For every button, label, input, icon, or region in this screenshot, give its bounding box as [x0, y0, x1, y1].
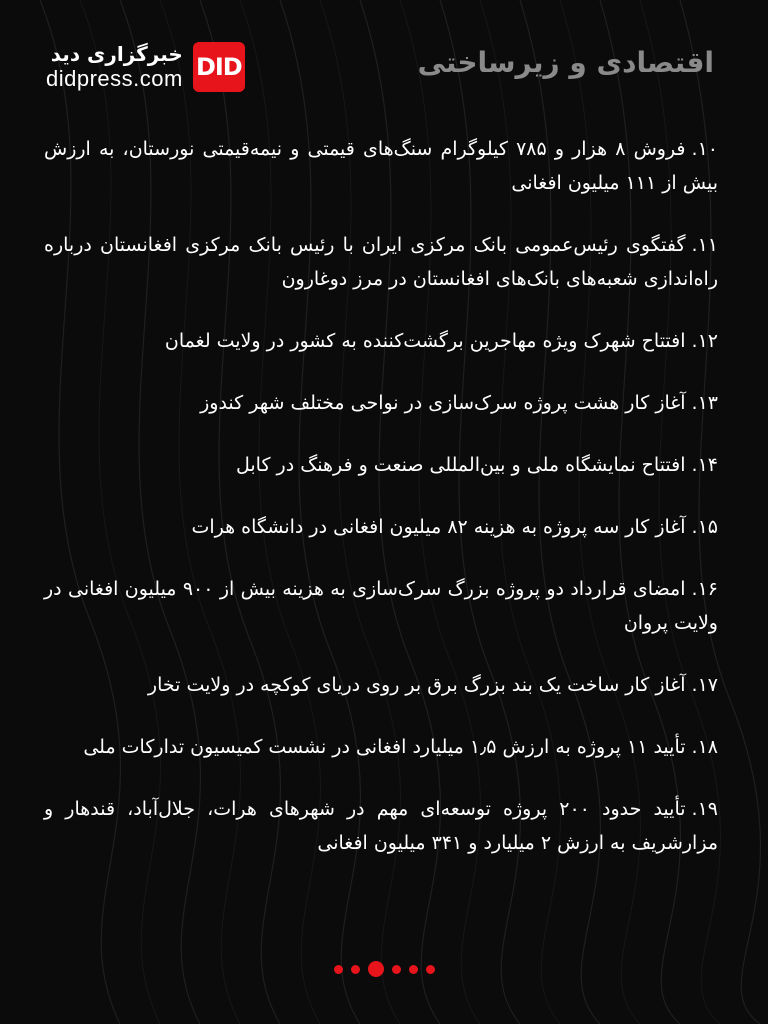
list-item — [44, 792, 718, 860]
item-number: ۱۲. — [691, 330, 718, 352]
pagination-dot-active[interactable] — [368, 961, 384, 977]
brand-site: didpress.com — [46, 66, 183, 91]
item-text: افتتاح شهرک ویژه مهاجرین برگشت‌کننده به کشور در ولایت لغمان — [164, 330, 686, 352]
list-item — [44, 730, 718, 764]
news-list — [44, 132, 718, 888]
brand[interactable] — [46, 42, 245, 92]
list-item — [44, 228, 718, 296]
list-item — [44, 448, 718, 482]
item-text: افتتاح نمایشگاه ملی و بین‌المللی صنعت و فرهنگ در کابل — [235, 454, 686, 476]
list-item — [44, 510, 718, 544]
item-number: ۱۵. — [691, 516, 718, 538]
pagination-dot[interactable] — [392, 965, 401, 974]
item-number: ۱۹. — [691, 798, 718, 820]
item-text: امضای قرارداد دو پروژه بزرگ سرک‌سازی به هزینه بیش از ۹۰۰ میلیون افغانی در ولایت پروان — [44, 578, 718, 634]
item-number: ۱۸. — [691, 736, 718, 758]
item-number: ۱۷. — [691, 674, 718, 696]
item-text: تأیید حدود ۲۰۰ پروژه توسعه‌ای مهم در شهرهای هرات، جلال‌آباد، قندهار و مزارشریف به ارزش ۲ میلیارد و ۳۴۱ میلیون افغانی — [44, 798, 718, 854]
item-number: ۱۱. — [691, 234, 718, 256]
item-number: ۱۶. — [691, 578, 718, 600]
item-text: آغاز کار هشت پروژه سرک‌سازی در نواحی مختلف شهر کندوز — [200, 392, 686, 414]
item-number: ۱۰. — [691, 138, 718, 160]
pagination-dot[interactable] — [426, 965, 435, 974]
item-number: ۱۴. — [691, 454, 718, 476]
pagination-dots — [0, 961, 768, 977]
list-item — [44, 324, 718, 358]
item-text: آغاز کار ساخت یک بند بزرگ برق بر روی دریای کوکچه در ولایت تخار — [147, 674, 686, 696]
list-item — [44, 668, 718, 702]
item-text: گفتگوی رئیس‌عمومی بانک مرکزی ایران با رئیس بانک مرکزی افغانستان درباره راه‌اندازی شعبه‌های بانک‌های افغانستان در مرز دوغارون — [44, 234, 718, 290]
pagination-dot[interactable] — [409, 965, 418, 974]
item-text: فروش ۸ هزار و ۷۸۵ کیلوگرام سنگ‌های قیمتی و نیمه‌قیمتی نورستان، به ارزش بیش از ۱۱۱ میلیون افغانی — [44, 138, 718, 194]
pagination-dot[interactable] — [334, 965, 343, 974]
item-text: آغاز کار سه پروژه به هزینه ۸۲ میلیون افغانی در دانشگاه هرات — [191, 516, 686, 538]
list-item — [44, 572, 718, 640]
item-text: تأیید ۱۱ پروژه به ارزش ۱٫۵ میلیارد افغانی در نشست کمیسیون تدارکات ملی — [83, 736, 686, 758]
brand-name: خبرگزاری دید — [50, 42, 183, 66]
brand-text — [46, 42, 183, 92]
list-item — [44, 132, 718, 200]
section-title: اقتصادی و زیرساختی — [417, 46, 714, 79]
logo: DID — [193, 42, 245, 92]
list-item — [44, 386, 718, 420]
pagination-dot[interactable] — [351, 965, 360, 974]
item-number: ۱۳. — [691, 392, 718, 414]
header — [46, 40, 714, 96]
